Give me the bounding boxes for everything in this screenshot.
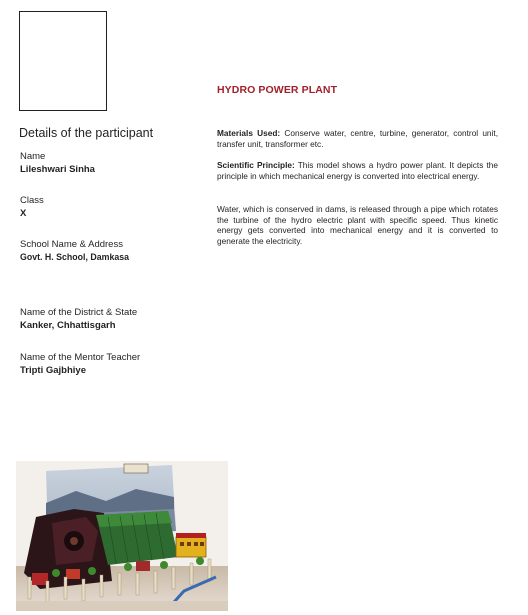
participant-details-heading: Details of the participant xyxy=(19,126,154,140)
participant-mentor-field xyxy=(20,351,210,377)
participant-name-field xyxy=(20,150,210,176)
school-label: School Name & Address xyxy=(20,239,123,250)
class-value: X xyxy=(20,208,27,219)
hydro-model-illustration xyxy=(16,461,228,611)
model-photo xyxy=(16,461,228,611)
mentor-value: Tripti Gajbhiye xyxy=(20,365,86,376)
participant-district-field xyxy=(20,306,210,332)
participant-photo-placeholder xyxy=(19,11,107,111)
description-paragraph: Water, which is conserved in dams, is released through a pipe which rotates the turbine of the hydro electric plant with specific speed. Thus kinetic energy gets converted into mechanical energy and it is converted to generate the electricity. xyxy=(217,204,498,246)
principle-paragraph xyxy=(217,160,498,181)
district-label: Name of the District & State xyxy=(20,307,138,318)
project-title: HYDRO POWER PLANT xyxy=(217,84,338,96)
mentor-label: Name of the Mentor Teacher xyxy=(20,352,141,363)
materials-label: Materials Used: xyxy=(217,128,281,138)
name-label: Name xyxy=(20,151,46,162)
name-value: Lileshwari Sinha xyxy=(20,164,95,175)
materials-paragraph xyxy=(217,128,498,149)
district-value: Kanker, Chhattisgarh xyxy=(20,320,116,331)
participant-school-field xyxy=(20,238,210,264)
principle-text: This model shows a hydro power plant. It depicts the principle in which mechanical energy is converted into electrical energy. xyxy=(217,160,498,181)
participant-class-field xyxy=(20,194,210,220)
principle-label: Scientific Principle: xyxy=(217,160,295,170)
school-value: Govt. H. School, Damkasa xyxy=(20,252,130,262)
materials-text: Conserve water, centre, turbine, generator, control unit, transfer unit, transformer etc. xyxy=(217,128,499,149)
class-label: Class xyxy=(20,195,44,206)
